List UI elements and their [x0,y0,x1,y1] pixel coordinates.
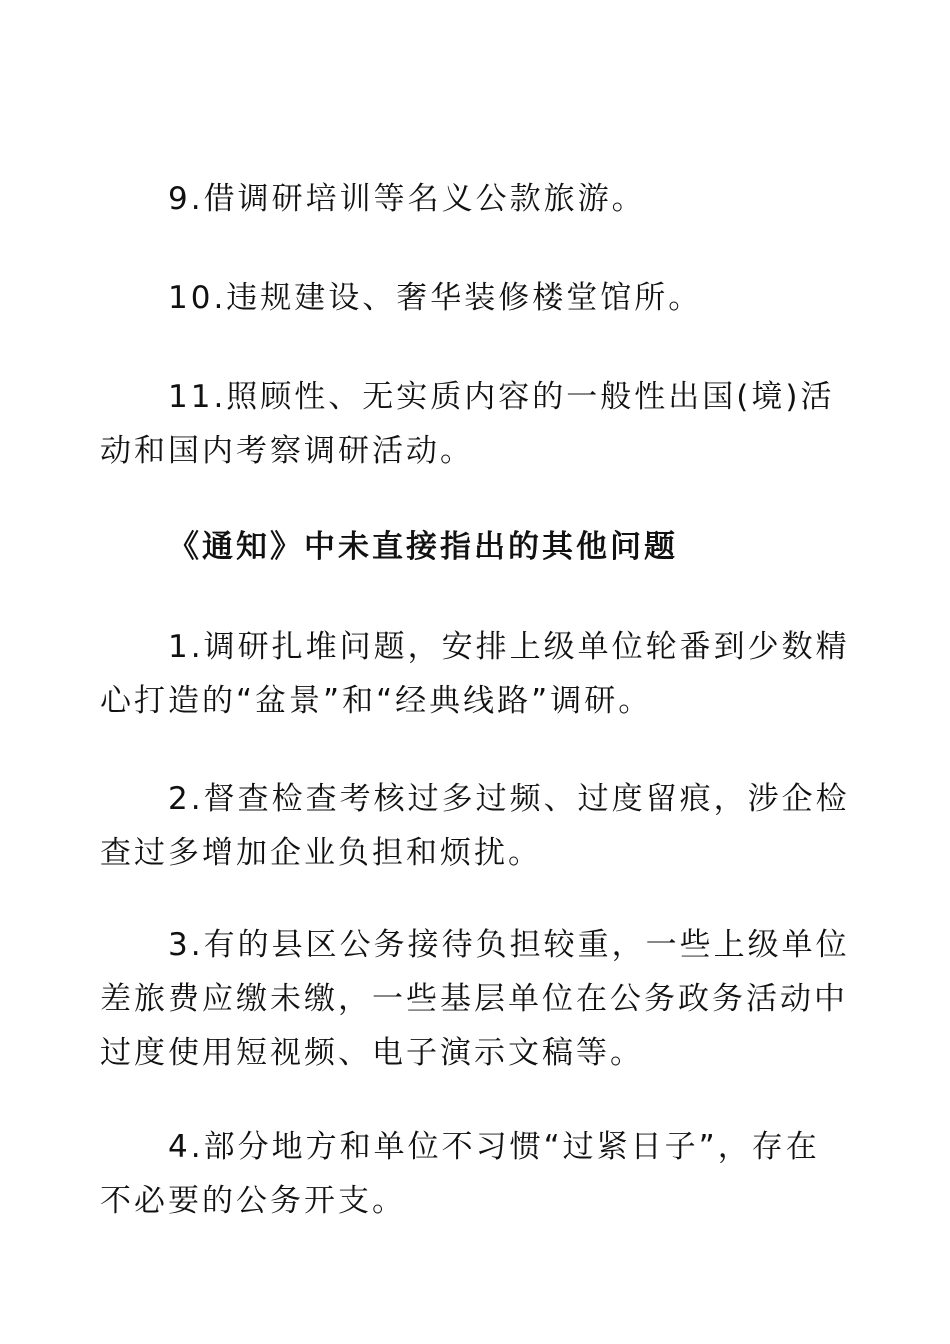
list-item-1: 1.调研扎堆问题，安排上级单位轮番到少数精心打造的“盆景”和“经典线路”调研。 [100,629,850,719]
list-item-3: 3.有的县区公务接待负担较重，一些上级单位差旅费应缴未缴，一些基层单位在公务政务活动中过度使用短视频、电子演示文稿等。 [100,927,850,1071]
list-item-10: 10.违规建设、奢华装修楼堂馆所。 [168,280,703,316]
section-heading: 《通知》中未直接指出的其他问题 [168,529,678,565]
list-item-9: 9.借调研培训等名义公款旅游。 [168,181,646,217]
list-item-4: 4.部分地方和单位不习惯“过紧日子”，存在不必要的公务开支。 [100,1129,820,1219]
list-item-2: 2.督查检查考核过多过频、过度留痕，涉企检查过多增加企业负担和烦扰。 [100,781,850,871]
list-item-11: 11.照顾性、无实质内容的一般性出国(境)活动和国内考察调研活动。 [100,379,835,469]
